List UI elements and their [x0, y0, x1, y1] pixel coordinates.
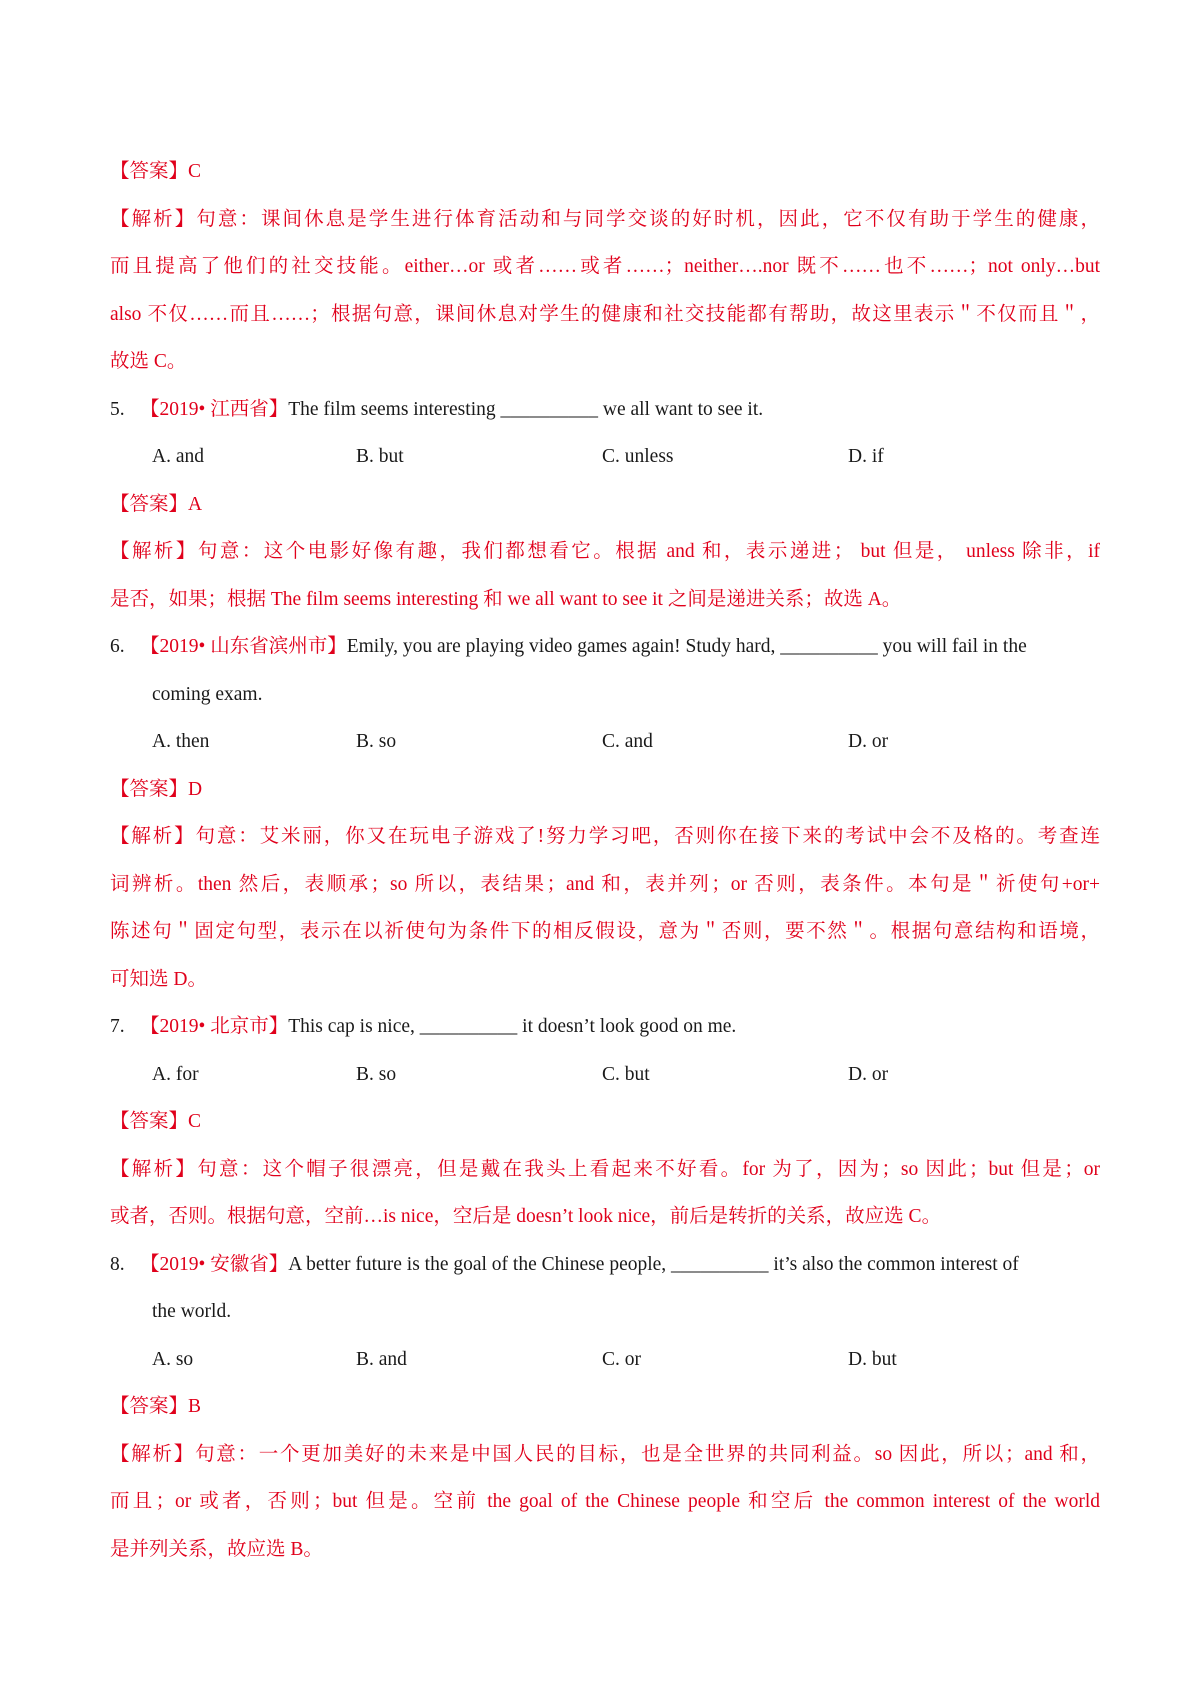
answer-line: [110, 148, 1100, 196]
question-source: 【2019• 安徽省】: [140, 1253, 289, 1275]
analysis-line: 【解析】句意：这个电影好像有趣，我们都想看它。根据 and 和，表示递进； but 但是， unless 除非，if: [110, 541, 1100, 562]
question-block: [110, 1241, 1100, 1384]
answer-label: 【答案】: [110, 1111, 189, 1132]
analysis-line: 故选 C。: [110, 351, 187, 372]
analysis-line: 而且；or 或者，否则；but 但是。空前 the goal of the Chinese people 和空后 the common interest of the world: [110, 1491, 1100, 1512]
analysis-block: [110, 196, 1100, 386]
option-d: D. or: [848, 731, 889, 752]
option-a: A. and: [152, 446, 204, 467]
answer-value: B: [188, 1396, 202, 1417]
question-text: The film seems interesting __________ we all want to see it.: [288, 398, 764, 420]
answer-value: C: [188, 1111, 202, 1132]
document-content: [110, 148, 1100, 1573]
analysis-line: 【解析】句意：艾米丽，你又在玩电子游戏了!努力学习吧，否则你在接下来的考试中会不及格的。考查连: [110, 826, 1100, 847]
question-number: 5.: [110, 398, 125, 420]
analysis-line: 是并列关系，故应选 B。: [110, 1538, 323, 1560]
question-block: [110, 386, 1100, 481]
answer-line: [110, 1383, 1100, 1431]
question-text-continued: coming exam.: [152, 683, 263, 705]
analysis-line: also 不仅……而且……；根据句意，课间休息对学生的健康和社交技能都有帮助，故这里表示＂不仅而且＂，: [110, 303, 1100, 325]
analysis-block: [110, 1431, 1100, 1574]
question-source: 【2019• 北京市】: [140, 1016, 289, 1037]
analysis-line: 【解析】句意：课间休息是学生进行体育活动和与同学交谈的好时机，因此，它不仅有助于学生的健康，: [110, 208, 1100, 230]
options-row: [110, 433, 1100, 481]
answer-value: C: [188, 161, 202, 182]
answer-line: [110, 481, 1100, 529]
options-row: [110, 1051, 1100, 1099]
question-text: A better future is the goal of the Chinese people, __________ it’s also the common interest of: [288, 1253, 1019, 1275]
analysis-line: 是否，如果；根据 The film seems interesting 和 we all want to see it 之间是递进关系；故选 A。: [110, 588, 902, 610]
option-a: A. then: [152, 731, 210, 752]
option-d: D. if: [848, 446, 884, 467]
options-row: [110, 1336, 1100, 1384]
option-b: B. so: [356, 731, 397, 752]
analysis-block: [110, 813, 1100, 1003]
answer-line: [110, 1098, 1100, 1146]
answer-label: 【答案】: [110, 1396, 189, 1417]
option-c: C. and: [602, 731, 653, 752]
answer-label: 【答案】: [110, 778, 189, 800]
question-block: [110, 623, 1100, 766]
question-text-continued: the world.: [152, 1301, 232, 1322]
question-stem: [110, 1003, 1100, 1051]
answer-label: 【答案】: [110, 161, 189, 182]
option-a: A. for: [152, 1063, 199, 1085]
analysis-line: 或者，否则。根据句意，空前…is nice，空后是 doesn’t look nice，前后是转折的关系，故应选 C。: [110, 1206, 942, 1227]
option-c: C. or: [602, 1348, 641, 1370]
analysis-line: 【解析】句意：这个帽子很漂亮，但是戴在我头上看起来不好看。for 为了，因为；so 因此；but 但是；or: [110, 1158, 1100, 1180]
analysis-line: 【解析】句意：一个更加美好的未来是中国人民的目标，也是全世界的共同利益。so 因此，所以；and 和，: [110, 1443, 1100, 1465]
question-stem: [110, 623, 1100, 671]
question-source: 【2019• 山东省滨州市】: [140, 636, 347, 657]
question-text: Emily, you are playing video games again! Study hard, __________ you will fail in the: [346, 636, 1027, 657]
option-c: C. unless: [602, 446, 674, 467]
question-stem: [110, 386, 1100, 434]
analysis-line: 陈述句＂固定句型，表示在以祈使句为条件下的相反假设，意为＂否则，要不然＂。根据句意结构和语境，: [110, 921, 1100, 942]
analysis-line: 可知选 D。: [110, 968, 207, 990]
option-c: C. but: [602, 1063, 650, 1085]
analysis-block: [110, 1146, 1100, 1241]
options-row: [110, 718, 1100, 766]
question-block: [110, 1003, 1100, 1098]
analysis-line: 而且提高了他们的社交技能。either…or 或者……或者……；neither….nor 既不……也不……；not only…but: [110, 256, 1100, 277]
option-a: A. so: [152, 1348, 194, 1370]
question-source: 【2019• 江西省】: [140, 398, 289, 420]
question-stem: [110, 1241, 1100, 1289]
answer-value: A: [188, 493, 203, 515]
question-number: 6.: [110, 636, 125, 657]
option-b: B. but: [356, 446, 404, 467]
question-number: 8.: [110, 1253, 125, 1275]
option-b: B. and: [356, 1348, 407, 1370]
answer-line: [110, 766, 1100, 814]
answer-value: D: [188, 778, 203, 800]
question-text: This cap is nice, __________ it doesn’t look good on me.: [288, 1016, 737, 1037]
analysis-block: [110, 528, 1100, 623]
option-d: D. but: [848, 1348, 897, 1370]
answer-label: 【答案】: [110, 493, 189, 515]
question-number: 7.: [110, 1016, 125, 1037]
analysis-line: 词辨析。then 然后，表顺承；so 所以，表结果；and 和，表并列；or 否则，表条件。本句是＂祈使句+or+: [110, 873, 1100, 895]
option-b: B. so: [356, 1063, 397, 1085]
option-d: D. or: [848, 1063, 889, 1085]
